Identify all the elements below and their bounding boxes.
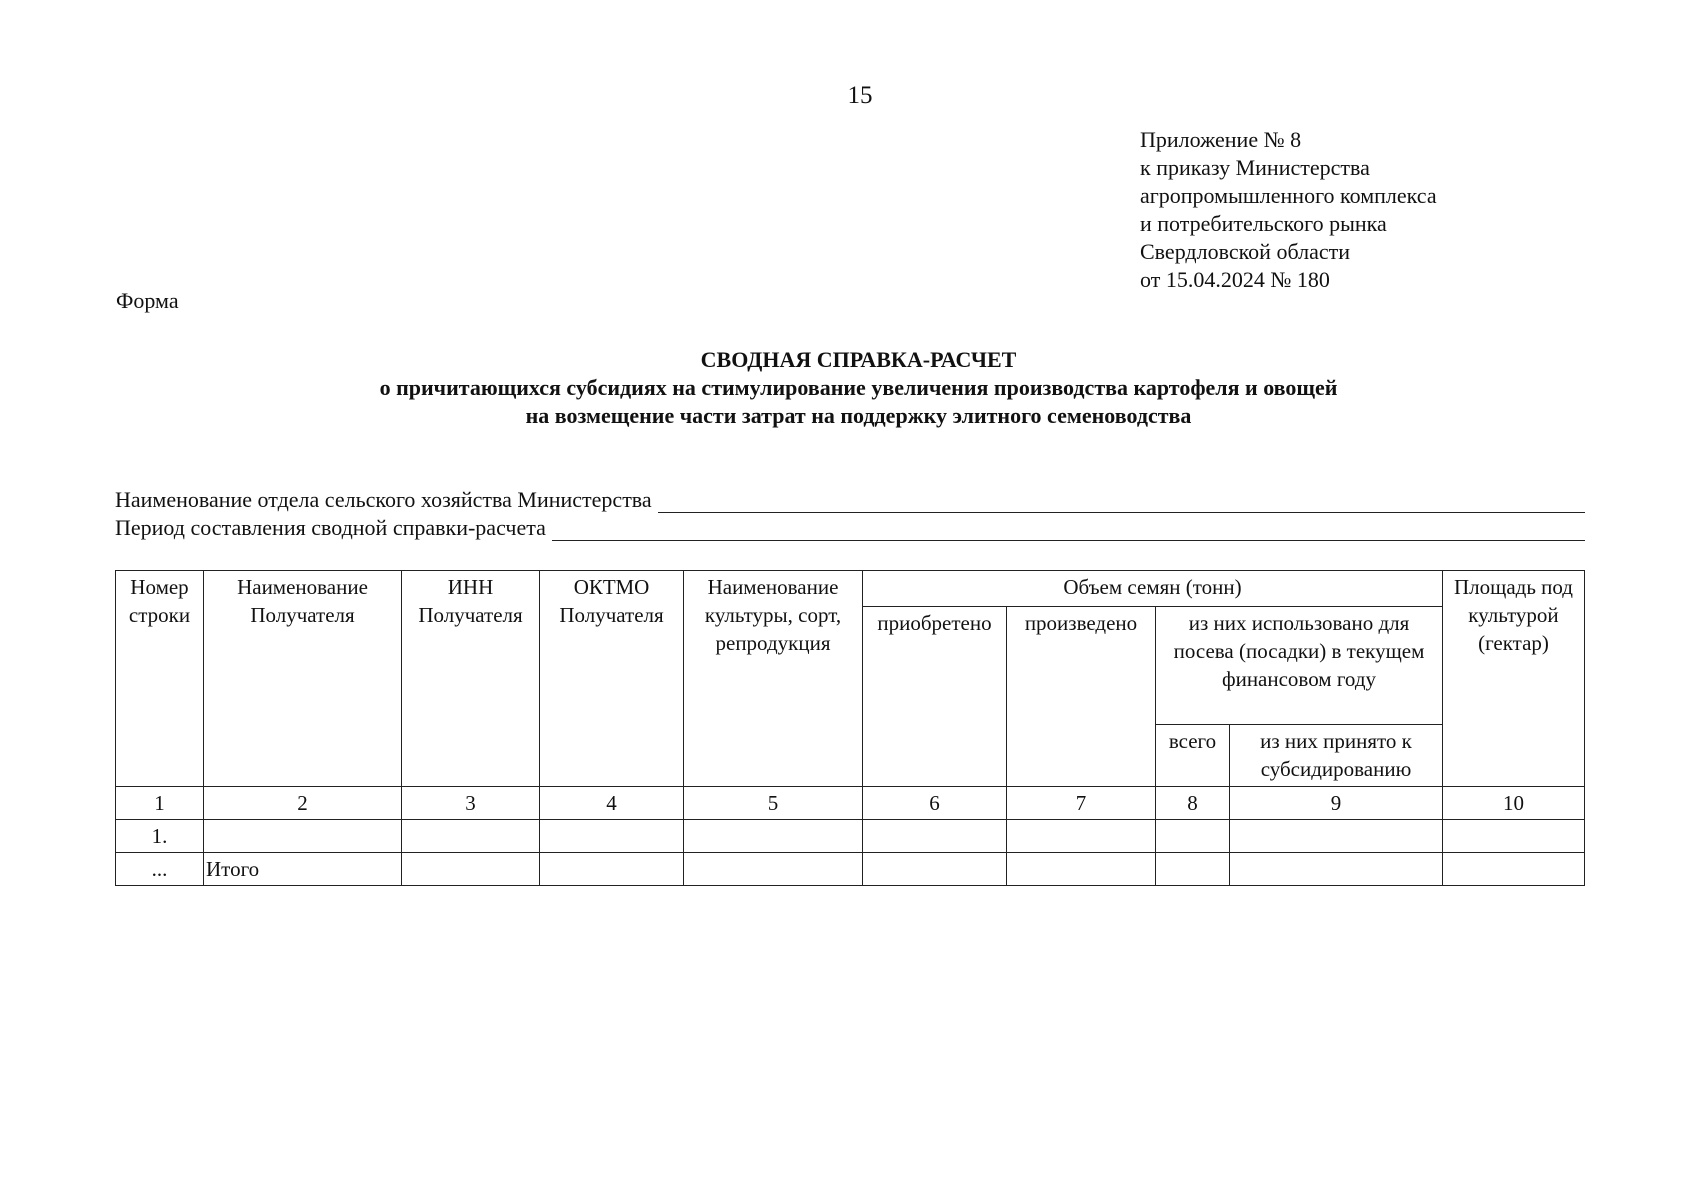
column-number: 4 [540,787,684,820]
table-row [116,820,1585,853]
header-used-for-sowing: из них использовано для посева (посадки) в текущем финансовом году [1156,607,1443,725]
table-cell[interactable] [402,820,540,853]
appendix-line: к приказу Министерства [1140,155,1370,180]
header-inn: ИНН Получателя [402,571,540,787]
column-number: 8 [1156,787,1230,820]
header-area: Площадь под культурой (гектар) [1443,571,1585,787]
header-accepted-for-subsidy: из них принято к субсидированию [1230,725,1443,787]
title-line-1: СВОДНАЯ СПРАВКА-РАСЧЕТ [700,347,1017,372]
table-cell[interactable] [684,820,863,853]
total-label: Итого [204,853,402,886]
table-cell[interactable] [1156,853,1230,886]
document-title [0,346,1697,430]
appendix-line: Приложение № 8 [1140,127,1302,152]
header-row-number: Номер строки [116,571,204,787]
table-cell[interactable] [1230,820,1443,853]
header-produced: произведено [1007,607,1156,787]
table-cell[interactable] [684,853,863,886]
appendix-line: агропромышленного комплекса [1140,183,1437,208]
appendix-block [1140,126,1437,294]
table-cell[interactable] [1007,820,1156,853]
table-cell[interactable] [1156,820,1230,853]
period-field [115,515,1585,541]
page-number: 15 [847,82,873,109]
table-cell[interactable] [1443,820,1585,853]
form-label: Форма [116,288,179,313]
column-number: 9 [1230,787,1443,820]
table-cell[interactable] [863,853,1007,886]
table-cell[interactable] [540,853,684,886]
department-label: Наименование отдела сельского хозяйства Министерства [115,487,652,512]
column-number: 5 [684,787,863,820]
column-number: 6 [863,787,1007,820]
department-field [115,487,1585,513]
table-cell[interactable]: ... [116,853,204,886]
table-cell[interactable]: 1. [116,820,204,853]
appendix-line: Свердловской области [1140,239,1350,264]
column-number: 10 [1443,787,1585,820]
header-oktmo: ОКТМО Получателя [540,571,684,787]
column-number: 7 [1007,787,1156,820]
appendix-line: от 15.04.2024 № 180 [1140,267,1330,292]
appendix-line: и потребительского рынка [1140,211,1387,236]
table-cell[interactable] [1443,853,1585,886]
header-seed-volume: Объем семян (тонн) [863,571,1443,607]
table-row-total [116,853,1585,886]
header-culture: Наименование культуры, сорт, репродукция [684,571,863,787]
table-cell[interactable] [540,820,684,853]
table-cell[interactable] [402,853,540,886]
department-fill-line[interactable] [658,494,1585,513]
period-fill-line[interactable] [552,522,1585,541]
table-cell[interactable] [1007,853,1156,886]
header-purchased: приобретено [863,607,1007,787]
report-table [115,570,1585,886]
header-total: всего [1156,725,1230,787]
table-cell[interactable] [204,820,402,853]
column-number: 1 [116,787,204,820]
table-cell[interactable] [863,820,1007,853]
table-cell[interactable] [1230,853,1443,886]
period-label: Период составления сводной справки-расчета [115,515,546,540]
column-number: 3 [402,787,540,820]
header-recipient-name: Наименование Получателя [204,571,402,787]
title-line-2: о причитающихся субсидиях на стимулирование увеличения производства картофеля и овощей [379,375,1338,400]
title-line-3: на возмещение части затрат на поддержку элитного семеноводства [525,403,1192,428]
column-number: 2 [204,787,402,820]
